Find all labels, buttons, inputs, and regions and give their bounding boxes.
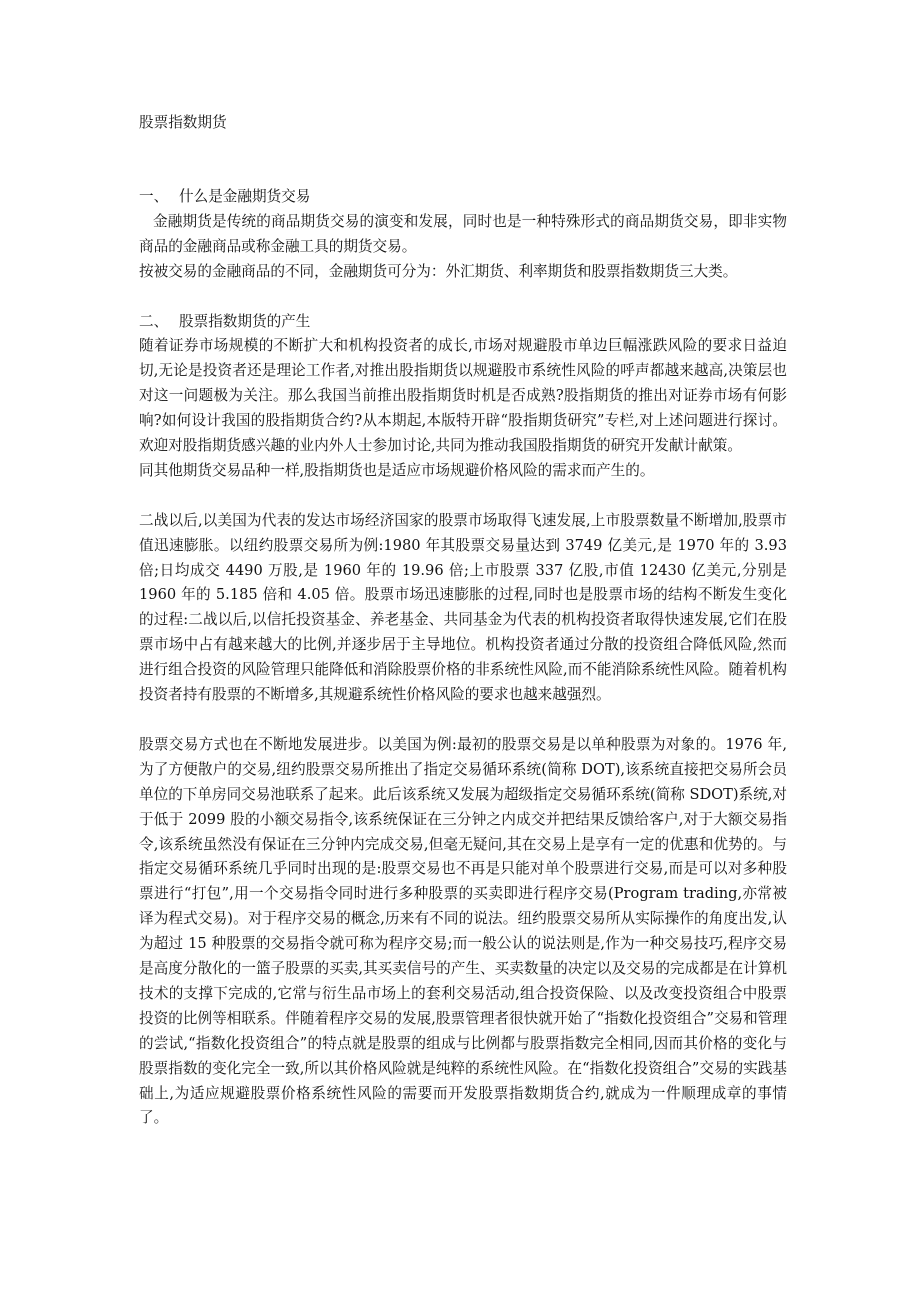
section-heading-2 [139,310,787,335]
document-page [139,110,787,1131]
section-number: 二、 [139,312,169,330]
section-number: 一、 [139,188,169,205]
section-heading-1 [139,185,787,210]
blank-line [139,285,787,310]
spacer [139,135,787,185]
paragraph: 二战以后,以美国为代表的发达市场经济国家的股票市场取得飞速发展,上市股票数量不断增加,股票市值迅速膨胀。以纽约股票交易所为例:1980 年其股票交易量达到 3749 亿美元,是 1970 年的 3.93 倍;日均成交 4490 万股,是 1960 年的 19.96 倍;上市股票 337 亿股,市值 12430 亿美元,分别是 1960 年的 5.185 倍和 4.05 倍。股票市场迅速膨胀的过程,同时也是股票市场的结构不断发生变化的过程:二战以后,以信托投资基金、养老基金、共同基金为代表的机构投资者取得快速发展,它们在股票市场中占有越来越大的比例,并逐步居于主导地位。机构投资者通过分散的投资组合降低风险,然而进行组合投资的风险管理只能降低和消除股票价格的非系统性风险,而不能消除系统性风险。随着机构投资者持有股票的不断增多,其规避系统性价格风险的要求也越来越强烈。 [139,511,787,704]
section-title: 什么是金融期货交易 [179,188,311,205]
blank-line [139,708,787,733]
document-title: 股票指数期货 [139,114,227,131]
paragraph: 按被交易的金融商品的不同，金融期货可分为：外汇期货、利率期货和股票指数期货三大类。 [139,262,738,280]
paragraph: 同其他期货交易品种一样,股指期货也是适应市场规避价格风险的需求而产生的。 [139,461,655,479]
blank-line [139,484,787,509]
paragraph: 股票交易方式也在不断地发展进步。以美国为例:最初的股票交易是以单种股票为对象的。1976 年,为了方便散户的交易,纽约股票交易所推出了指定交易循环系统(简称 DOT),该系统直接把交易所会员单位的下单房同交易池联系了起来。此后该系统又发展为超级指定交易循环系统(简称 SDOT)系统,对于低于 2099 股的小额交易指令,该系统保证在三分钟之内成交并把结果反馈给客户,对于大额交易指令,该系统虽然没有保证在三分钟内完成交易,但毫无疑问,其在交易上是享有一定的优惠和优势的。与指定交易循环系统几乎同时出现的是:股票交易也不再是只能对单个股票进行交易,而是可以对多种股票进行“打包”,用一个交易指令同时进行多种股票的买卖即进行程序交易(Program trading,亦常被译为程式交易)。对于程序交易的概念,历来有不同的说法。纽约股票交易所从实际操作的角度出发,认为超过 15 种股票的交易指令就可称为程序交易;而一般公认的说法则是,作为一种交易技巧,程序交易是高度分散化的一篮子股票的买卖,其买卖信号的产生、买卖数量的决定以及交易的完成都是在计算机技术的支撑下完成的,它常与衍生品市场上的套利交易活动,组合投资保险、以及改变投资组合中股票投资的比例等相联系。伴随着程序交易的发展,股票管理者很快就开始了“指数化投资组合”交易和管理的尝试,“指数化投资组合”的特点就是股票的组成与比例都与股票指数完全相同,因而其价格的变化与股票指数的变化完全一致,所以其价格风险就是纯粹的系统性风险。在“指数化投资组合”交易的实践基础上,为适应规避股票价格系统性风险的需要而开发股票指数期货合约,就成为一件顺理成章的事情了。 [139,735,787,1127]
section-title: 股票指数期货的产生 [179,312,311,330]
paragraph: 金融期货是传统的商品期货交易的演变和发展，同时也是一种特殊形式的商品期货交易，即非实物商品的金融商品或称金融工具的期货交易。 [139,212,787,255]
paragraph: 随着证券市场规模的不断扩大和机构投资者的成长,市场对规避股市单边巨幅涨跌风险的要求日益迫切,无论是投资者还是理论工作者,对推出股指期货以规避股市系统性风险的呼声都越来越高,决策层也对这一问题极为关注。那么我国当前推出股指期货时机是否成熟?股指期货的推出对证券市场有何影响?如何设计我国的股指期货合约?从本期起,本版特开辟“股指期货研究”专栏,对上述问题进行探讨。欢迎对股指期货感兴趣的业内外人士参加讨论,共同为推动我国股指期货的研究开发献计献策。 [139,337,787,455]
